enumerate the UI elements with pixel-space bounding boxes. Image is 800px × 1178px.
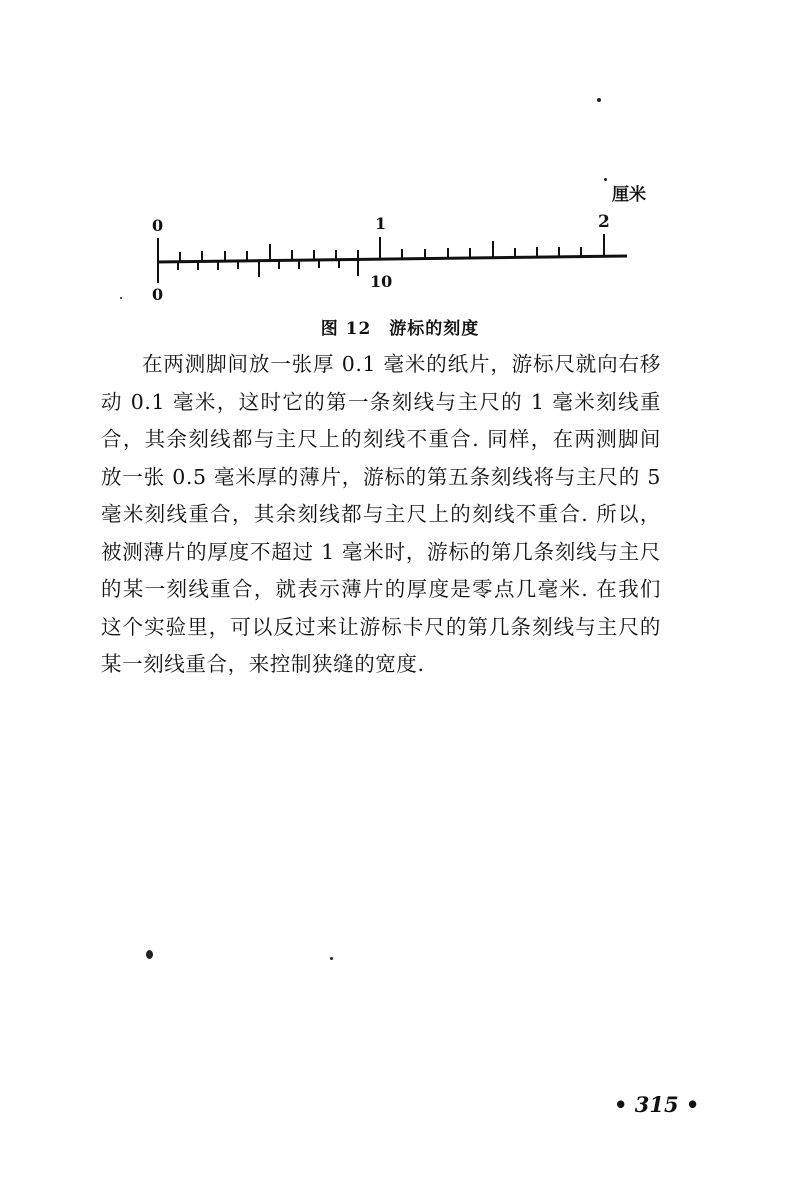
main-scale-label-2: 2	[598, 212, 610, 232]
main-scale-label-0: 0	[152, 216, 164, 235]
vernier-label-0: 0	[152, 285, 164, 304]
print-speck	[597, 98, 601, 102]
vernier-scale-diagram	[0, 0, 800, 340]
vernier-scale-figure	[0, 0, 800, 340]
print-speck	[146, 950, 153, 959]
unit-label: 厘米	[612, 185, 646, 205]
print-speck	[330, 957, 333, 960]
print-speck	[120, 297, 122, 299]
print-speck	[604, 178, 607, 181]
main-scale-label-1: 1	[375, 214, 387, 233]
page-number: • 315 •	[614, 1092, 700, 1117]
paragraph: 在两测脚间放一张厚 0.1 毫米的纸片，游标尺就向右移动 0.1 毫米，这时它的第一条刻线与主尺的 1 毫米刻线重合，其余刻线都与主尺上的刻线不重合. 同样，在两测脚间放一张 0.5 毫米厚的薄片，游标的第五条刻线将与主尺的 5 毫米刻线重合，其余刻线都与主尺上的刻线不重合. 所以，被测薄片的厚度不超过 1 毫米时，游标的第几条刻线与主尺的某一刻线重合，就表示薄片的厚度是零点几毫米. 在我们这个实验里，可以反过来让游标卡尺的第几条刻线与主尺的某一刻线重合，来控制狭缝的宽度.	[101, 352, 661, 676]
body-text	[101, 346, 661, 684]
figure-caption: 图 12 游标的刻度	[320, 319, 480, 339]
vernier-label-10: 10	[370, 272, 393, 291]
